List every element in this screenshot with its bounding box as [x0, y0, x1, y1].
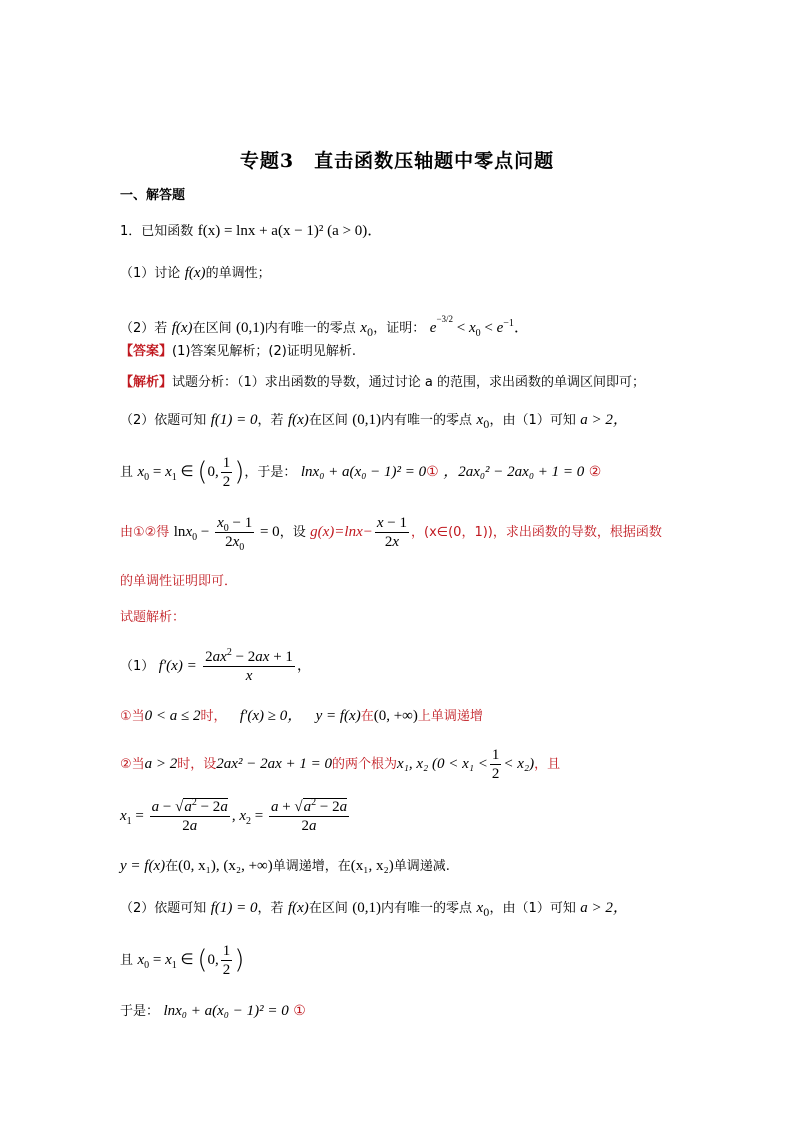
case2-roots: 的两个根为 [331, 757, 397, 772]
answer-tag: 【答案】 [120, 344, 173, 359]
mono-int2: (x₁, x₂) [350, 858, 394, 874]
a2-interval: (0,1) [352, 412, 382, 428]
question-1 [120, 221, 382, 242]
yushi: ，于是： [244, 465, 297, 480]
part2-label: （2）若 [120, 321, 168, 336]
g-def: g(x)=lnx− [310, 524, 373, 540]
g-tail: ，求出函数的导数，根据函数 [492, 525, 662, 540]
g-tail2: 的单调性证明即可． [120, 574, 238, 589]
part2-mid2: 内有唯一的零点 [264, 321, 356, 336]
part1-func: f(x) [184, 265, 206, 281]
s2-text3: 在区间 [308, 901, 348, 916]
circ1: ① [426, 464, 439, 480]
case1-cond: 0 < a ≤ 2 [144, 708, 201, 724]
set-g: ，设 [279, 525, 306, 540]
q1-func: f(x) = lnx + a(x − 1)² (a > 0)． [197, 223, 383, 239]
title-topic: 专题3 [239, 150, 295, 172]
s2-text1: （2）依题可知 [120, 901, 207, 916]
mono-in: 在 [165, 859, 179, 874]
s2-text4: 内有唯一的零点 [381, 901, 473, 916]
mono-int1: (0, x₁), (x₂, +∞) [178, 858, 273, 874]
solution-part2: （2）依题可知 f(1) = 0，若 f(x)在区间 (0,1)内有唯一的零点 $x_0$，由（1）可知 a > 2， [120, 900, 628, 919]
q1-label: 1．已知函数 [120, 224, 194, 239]
part2-mid: 在区间 [192, 321, 232, 336]
a2-text3: 在区间 [308, 413, 348, 428]
p1: （1） [120, 659, 155, 674]
s2-func: f(x) [287, 900, 309, 916]
part1-tail: 的单调性； [205, 266, 271, 281]
answer-line [120, 341, 356, 362]
title-text: 直击函数压轴题中零点问题 [314, 150, 555, 172]
g-dom: ，(x∈(0，1)) [411, 525, 493, 540]
a2-func: f(x) [287, 412, 309, 428]
final-circ: ① [293, 1003, 306, 1019]
x0-line: 且 $x_0 = x_1$ ∈ (0, $\frac{1}{2}$ )，于是： lnx₀ + a(x₀ − 1)² = 0① ，2ax₀² − 2ax₀ + 1 = 0 ② [120, 454, 602, 490]
section-heading: 一、解答题 [120, 188, 186, 203]
s2-interval: (0,1) [352, 900, 382, 916]
part2-interval: (0,1) [236, 320, 265, 336]
a2-f1: f(1) = 0 [210, 412, 258, 428]
case2-and: ，且 [534, 757, 561, 772]
analysis-line [120, 372, 645, 393]
analysis-tag: 【解析】 [120, 375, 173, 390]
part-2: （2）若 f(x)在区间 (0,1)内有唯一的零点 $x_0$，证明： $e^{-3/2} < x_0 < e^{-1}$． [120, 314, 529, 339]
then-label: 且 [120, 465, 134, 480]
part2-inequality: $e^{-3/2} < x_0 < e^{-1}$． [429, 314, 529, 339]
page-title [0, 146, 794, 173]
s2-text2: ，若 [257, 901, 284, 916]
part2-x0: x [360, 320, 367, 336]
case-2: ②当a > 2时，设2ax² − 2ax + 1 = 0的两个根为x₁, x₂ (0 < x₁ < $\frac{1}{2}$ < x₂)，且 [120, 746, 561, 782]
case1-int: (0, +∞) [373, 708, 418, 724]
final-eq: lnx₀ + a(x₀ − 1)² = 0 [163, 1003, 289, 1019]
a2-text2: ，若 [257, 413, 284, 428]
analysis-part2: （2）依题可知 f(1) = 0，若 f(x)在区间 (0,1)内有唯一的零点 $x_0$，由（1）可知 a > 2， [120, 412, 628, 431]
mono-y: y = f(x) [120, 858, 166, 874]
s2-then: 且 [120, 953, 134, 968]
s2-text5: ，由（1）可知 [489, 901, 576, 916]
case1-in: 在 [360, 709, 374, 724]
case2-eq: 2ax² − 2ax + 1 = 0 [216, 756, 332, 772]
eq2: ，2ax₀² − 2ax₀ + 1 = 0 [443, 464, 585, 480]
case-1 [120, 706, 483, 727]
s2-f1: f(1) = 0 [210, 900, 258, 916]
case2-circ: ②当 [120, 757, 145, 772]
case1-t: 时， [200, 709, 227, 724]
s2-agt2: a > 2， [580, 900, 628, 916]
circ2: ② [588, 464, 602, 480]
monotonic-line [120, 856, 450, 877]
case2-x2: < x₂) [503, 756, 535, 772]
derivative-line: （1） f′(x) = $\frac{2ax^2 - 2ax + 1}{x}$ ， [120, 646, 311, 684]
part2-prove: ，证明： [373, 321, 426, 336]
part1-label: （1）讨论 [120, 266, 181, 281]
case2-cond: a > 2 [144, 756, 178, 772]
case2-xs: x₁, x₂ (0 < x₁ < [397, 756, 488, 772]
from12-line: 由①②得 lnx$_0$ − $\frac{x_0 - 1}{2x_0}$ = 0，设 g(x)=lnx− $\frac{x - 1}{2x}$ ，(x∈(0，1))，求出函数的导数，根据函数 [120, 514, 662, 553]
roots-line: $x_1$ = $\frac{a - √a^2 - 2a}{2a}$ , $x_2$ = $\frac{a + √a^2 - 2a}{2a}$ [120, 796, 348, 834]
answer-text: (1)答案见解析；(2)证明见解析. [172, 344, 356, 359]
eq1: lnx₀ + a(x₀ − 1)² = 0 [300, 464, 427, 480]
a2-text5: ，由（1）可知 [489, 413, 576, 428]
case2-t: 时，设 [177, 757, 217, 772]
part2-func: f(x) [171, 320, 193, 336]
a2-agt2: a > 2， [580, 412, 628, 428]
a2-text1: （2）依题可知 [120, 413, 207, 428]
s2-x0-line: 且 $x_0 = x_1$ ∈ (0, $\frac{1}{2}$ ) [120, 942, 245, 978]
mono-dec: 单调递减. [393, 859, 450, 874]
fprime: f′(x) = [158, 658, 197, 674]
part-1 [120, 263, 271, 284]
final-label: 于是： [120, 1004, 160, 1019]
mono-inc: 单调递增，在 [272, 859, 351, 874]
case1-d: f′(x) ≥ 0， [239, 708, 303, 724]
final-line [120, 1001, 306, 1022]
solution-label: 试题解析： [120, 610, 186, 625]
case1-end: 上单调递增 [417, 709, 483, 724]
case1-y: y = f(x) [315, 708, 361, 724]
analysis-text: 试题分析：（1）求出函数的导数，通过讨论 a 的范围，求出函数的单调区间即可； [172, 375, 646, 390]
case1-circ: ①当 [120, 709, 145, 724]
a2-text4: 内有唯一的零点 [381, 413, 473, 428]
from12: 由①②得 [120, 525, 170, 540]
